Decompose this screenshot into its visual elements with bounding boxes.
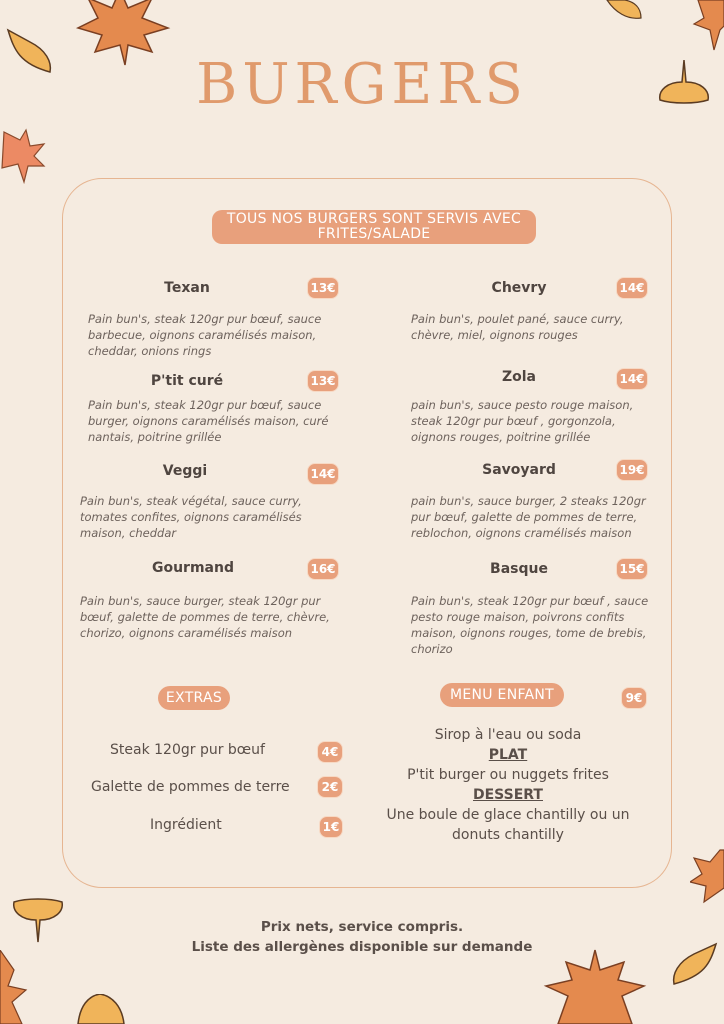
- kids-dessert-heading: DESSERT: [473, 787, 543, 803]
- kids-menu-heading: MENU ENFANT: [440, 683, 564, 707]
- price-badge: 2€: [317, 776, 343, 798]
- burger-name: Texan: [164, 280, 210, 296]
- burger-name: Chevry: [491, 280, 547, 296]
- burger-description: pain bun's, sauce burger, 2 steaks 120gr pur bœuf, galette de pommes de terre, reblochon, oignons cramélisés maison: [411, 494, 646, 540]
- price-badge: 19€: [616, 459, 648, 481]
- burger-name: Veggi: [162, 463, 208, 479]
- price-badge: 13€: [307, 370, 339, 392]
- burger-name: Gourmand: [151, 560, 234, 576]
- burger-description: pain bun's, sauce pesto rouge maison, steak 120gr pur bœuf , gorgonzola, oignons rouges, poitrine grillée: [411, 398, 634, 444]
- extra-item-label: Steak 120gr pur bœuf: [110, 742, 265, 758]
- kids-dessert-line: donuts chantilly: [452, 827, 564, 843]
- burger-name: P'tit curé: [150, 373, 224, 389]
- footer-prices-note: Prix nets, service compris.: [260, 919, 464, 935]
- ginkgo-leaf-icon: [605, 0, 645, 22]
- price-badge: 1€: [319, 816, 343, 838]
- burger-name: Zola: [501, 369, 536, 385]
- price-badge: 15€: [616, 558, 648, 580]
- maple-leaf-icon: [0, 128, 46, 184]
- extra-item-label: Ingrédient: [150, 817, 222, 833]
- price-badge: 14€: [307, 463, 339, 485]
- page-title: BURGERS: [196, 52, 528, 117]
- maple-leaf-icon: [690, 848, 724, 904]
- footer-allergens-note: Liste des allergènes disponible sur demande: [191, 939, 533, 955]
- burger-description: Pain bun's, steak 120gr pur bœuf, sauce burger, oignons caramélisés maison, curé nantais, poitrine grillée: [88, 398, 329, 444]
- extra-item-label: Galette de pommes de terre: [91, 779, 290, 795]
- price-badge: 14€: [616, 368, 648, 390]
- burger-description: Pain bun's, steak végétal, sauce curry, tomates confites, oignons caramélisés maison, cheddar: [80, 494, 302, 540]
- price-badge: 13€: [307, 277, 339, 299]
- burger-name: Basque: [490, 561, 548, 577]
- kids-plat: P'tit burger ou nuggets frites: [407, 767, 609, 783]
- ginkgo-leaf-icon: [76, 994, 126, 1024]
- price-badge: 9€: [621, 687, 647, 709]
- burger-description: Pain bun's, sauce burger, steak 120gr pur bœuf, galette de pommes de terre, chèvre, chorizo, oignons caramélisés maison: [80, 594, 330, 640]
- served-with-banner: TOUS NOS BURGERS SONT SERVIS AVEC FRITES/SALADE: [212, 210, 536, 244]
- price-badge: 4€: [317, 741, 343, 763]
- kids-plat-heading: PLAT: [488, 747, 528, 763]
- kids-drink: Sirop à l'eau ou soda: [434, 727, 582, 743]
- kids-dessert-line: Une boule de glace chantilly ou un: [386, 807, 630, 823]
- burger-description: Pain bun's, steak 120gr pur bœuf , sauce pesto rouge maison, poivrons confits maison, oignons rouges, tome de brebis, chorizo: [411, 594, 649, 656]
- maple-leaf-icon: [690, 0, 724, 54]
- price-badge: 14€: [616, 277, 648, 299]
- price-badge: 16€: [307, 558, 339, 580]
- burger-description: Pain bun's, poulet pané, sauce curry, chèvre, miel, oignons rouges: [411, 312, 624, 342]
- maple-leaf-icon: [540, 944, 650, 1024]
- burger-name: Savoyard: [482, 462, 556, 478]
- maple-leaf-icon: [0, 950, 30, 1024]
- extras-heading: EXTRAS: [158, 686, 230, 710]
- burger-description: Pain bun's, steak 120gr pur bœuf, sauce barbecue, oignons caramélisés maison, cheddar, onions rings: [88, 312, 322, 358]
